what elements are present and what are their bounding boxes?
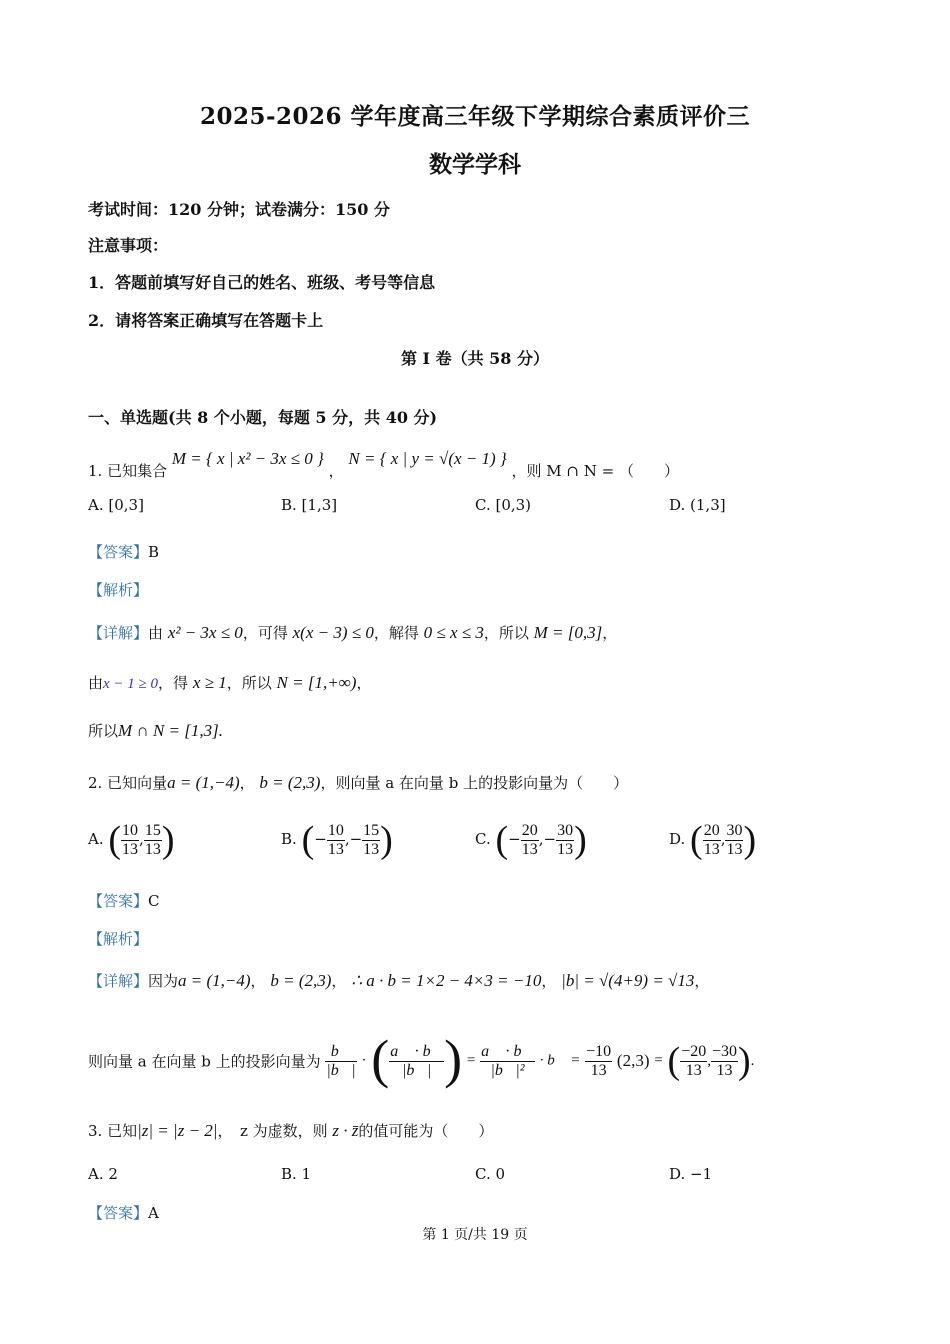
q1-answer-value: B bbox=[148, 543, 160, 561]
q1-option-c: C. [0,3) bbox=[475, 496, 532, 514]
q2-stem: 2. 已知向量a = (1,−4)， b = (2,3)，则向量 a 在向量 b 上的投影向量为（ ） bbox=[88, 773, 629, 792]
denominator: 13 bbox=[363, 840, 380, 858]
text: ，可得 bbox=[242, 624, 288, 642]
note-1: 1．答题前填写好自己的姓名、班级、考号等信息 bbox=[88, 273, 436, 292]
text: ，所以 bbox=[226, 674, 272, 692]
q1-expr: x ≥ 1 bbox=[192, 673, 227, 692]
q3-answer bbox=[88, 1202, 159, 1223]
q3-mid: ， z 为虚数，则 bbox=[217, 1122, 328, 1140]
q1-option-a: A. [0,3] bbox=[88, 496, 144, 514]
q1-expr: M ∩ N = [1,3]. bbox=[118, 721, 223, 740]
denominator: 13 bbox=[144, 840, 161, 858]
denominator: 13 bbox=[557, 840, 574, 858]
q1-prefix: 1. 已知集合 bbox=[88, 462, 168, 480]
q3-option-a: A. 2 bbox=[88, 1165, 118, 1183]
q2-option-d: D. ( $\frac{20}{13}$ , $\frac{30}{13}$ ) bbox=[669, 819, 757, 861]
q1-detail-line-2: 由x − 1 ≥ 0，得 x ≥ 1，所以 N = [1,+∞)， bbox=[88, 673, 372, 692]
q1-analysis-label: 【解析】 bbox=[88, 581, 149, 599]
denominator: 13 bbox=[122, 840, 139, 858]
note-2: 2．请将答案正确填写在答题卡上 bbox=[88, 311, 324, 330]
q3-option-d: D. −1 bbox=[669, 1165, 713, 1183]
option-label: C. bbox=[475, 830, 491, 848]
q1-expr: N = [1,+∞) bbox=[276, 673, 357, 692]
q1-option-b: B. [1,3] bbox=[281, 496, 338, 514]
q2-answer-value: C bbox=[148, 892, 160, 910]
q2-expr: a = (1,−4) bbox=[178, 971, 251, 990]
q2-option-a: A. ( $\frac{10}{13}$ , $\frac{15}{13}$ ) bbox=[88, 819, 175, 861]
q3-ask: 的值可能为（ ） bbox=[358, 1122, 494, 1140]
q1-expr: x(x − 3) ≤ 0 bbox=[292, 623, 374, 642]
section-1-heading: 一、单选题(共 8 个小题，每题 5 分，共 40 分) bbox=[88, 408, 438, 427]
text: 所以 bbox=[88, 722, 119, 740]
detail-label: 【详解】 bbox=[88, 972, 149, 990]
q1-set-m: M = { x | x² − 3x ≤ 0 } bbox=[171, 449, 324, 468]
numerator: 30 bbox=[557, 821, 574, 839]
text: 由 bbox=[148, 624, 164, 642]
exam-title: 2025-2026 学年度高三年级下学期综合素质评价三 bbox=[199, 103, 751, 130]
q1-answer bbox=[88, 541, 159, 562]
denominator: 13 bbox=[327, 840, 344, 858]
result-x: $\frac{-20}{13}$ bbox=[681, 1042, 707, 1079]
notes-title: 注意事项： bbox=[88, 236, 169, 255]
sign: − bbox=[314, 830, 327, 848]
numerator: 30 bbox=[726, 821, 743, 839]
q2-detail-line-1: 【详解】因为a = (1,−4)， b = (2,3)， ∴ a · b = 1×2 − 4×3 = −10， |b| = √(4+9) = √13， bbox=[88, 971, 710, 990]
q2-vector-b: b = (2,3) bbox=[259, 773, 321, 792]
text: ，所以 bbox=[483, 624, 529, 642]
text: ，得 bbox=[158, 674, 189, 692]
denominator: 13 bbox=[703, 840, 720, 858]
result-y: $\frac{-30}{13}$ bbox=[711, 1042, 737, 1079]
q2-option-c: C. (− $\frac{20}{13}$ ,− $\frac{30}{13}$ ) bbox=[475, 819, 587, 861]
answer-label: 【答案】 bbox=[88, 543, 149, 561]
q1-option-d: D. (1,3] bbox=[669, 496, 726, 514]
sign: − bbox=[349, 830, 363, 848]
detail-label: 【详解】 bbox=[88, 624, 149, 642]
q2-expr: ∴ a · b = 1×2 − 4×3 = −10 bbox=[351, 971, 542, 990]
q1-expr: 0 ≤ x ≤ 3 bbox=[423, 623, 484, 642]
q2-detail-line-2: 则向量 a 在向量 b 上的投影向量为 $\frac{b⃗}{|b⃗|}$ · ( $\frac{a⃗ \cdot b⃗}{|b⃗|}$ ) = $\frac{a⃗ \cdot b⃗}{\text{|b⃗|²}}$ · b⃗ = $\frac{-10}{13}$ (2,3) = ( $\frac{-20}{13}$ , $\frac{-30}{13}$ ). bbox=[88, 1029, 755, 1089]
numerator: 10 bbox=[327, 821, 344, 839]
text: 因为 bbox=[148, 972, 179, 990]
q3-condition: |z| = |z − 2| bbox=[137, 1121, 218, 1140]
q1-detail-line-1: 【详解】由 x² − 3x ≤ 0，可得 x(x − 3) ≤ 0，解得 0 ≤ x ≤ 3，所以 M = [0,3]， bbox=[88, 623, 618, 642]
numerator: 15 bbox=[363, 821, 380, 839]
option-label: A. bbox=[88, 830, 104, 848]
part-1-heading: 第 I 卷（共 58 分） bbox=[400, 349, 550, 368]
page-footer: 第 1 页/共 19 页 bbox=[422, 1227, 528, 1243]
answer-label: 【答案】 bbox=[88, 1204, 149, 1222]
text: 则向量 a 在向量 b 上的投影向量为 bbox=[88, 1052, 321, 1071]
coef: $\frac{-10}{13}$ bbox=[586, 1042, 612, 1079]
sign: − bbox=[508, 830, 521, 848]
q2-analysis-label: 【解析】 bbox=[88, 930, 149, 948]
q2-option-b: B. (− $\frac{10}{13}$ ,− $\frac{15}{13}$ ) bbox=[281, 819, 393, 861]
numerator: 20 bbox=[521, 821, 538, 839]
q3-stem bbox=[88, 1120, 493, 1141]
unit-vector-b: $\frac{b⃗}{|b⃗|}$ bbox=[326, 1042, 356, 1079]
denominator: 13 bbox=[521, 840, 538, 858]
q1-expr: x² − 3x ≤ 0 bbox=[167, 623, 243, 642]
q1-detail-line-3 bbox=[88, 720, 223, 741]
exam-subtitle: 数学学科 bbox=[429, 151, 521, 178]
q3-option-c: C. 0 bbox=[475, 1165, 506, 1183]
dot-over-norm: $\frac{a⃗ \cdot b⃗}{|b⃗|}$ bbox=[390, 1042, 444, 1079]
numerator: 15 bbox=[144, 821, 161, 839]
text: 由 bbox=[88, 674, 104, 692]
answer-label: 【答案】 bbox=[88, 892, 149, 910]
sign: − bbox=[543, 830, 557, 848]
option-label: D. bbox=[669, 830, 686, 848]
option-label: B. bbox=[281, 830, 297, 848]
q3-answer-value: A bbox=[148, 1204, 159, 1222]
q2-ask: ，则向量 a 在向量 b 上的投影向量为（ ） bbox=[320, 774, 629, 792]
q2-vector-a: a = (1,−4) bbox=[167, 773, 240, 792]
q1-expr: x − 1 ≥ 0 bbox=[103, 676, 159, 692]
text: ，解得 bbox=[373, 624, 419, 642]
q2-expr: |b| = √(4+9) = √13 bbox=[561, 971, 695, 990]
exam-time: 考试时间：120 分钟；试卷满分：150 分 bbox=[88, 200, 390, 219]
numerator: 10 bbox=[122, 821, 139, 839]
q3-option-b: B. 1 bbox=[281, 1165, 312, 1183]
q1-expr: M = [0,3] bbox=[533, 623, 603, 642]
q3-prefix: 3. 已知 bbox=[88, 1122, 138, 1140]
q1-comma: ， bbox=[328, 462, 344, 480]
q2-prefix: 2. 已知向量 bbox=[88, 774, 168, 792]
q3-expr: z · z̄ bbox=[332, 1121, 359, 1140]
numerator: 20 bbox=[703, 821, 720, 839]
dot-over-norm-sq: $\frac{a⃗ \cdot b⃗}{\text{|b⃗|²}}$ bbox=[481, 1042, 534, 1079]
q2-expr: b = (2,3) bbox=[270, 971, 332, 990]
q1-ask: ，则 M ∩ N = （ ） bbox=[511, 462, 679, 480]
denominator: 13 bbox=[726, 840, 743, 858]
q2-answer bbox=[88, 890, 160, 911]
q1-stem bbox=[88, 449, 679, 481]
q1-set-n: N = { x | y = √(x − 1) } bbox=[348, 449, 507, 468]
